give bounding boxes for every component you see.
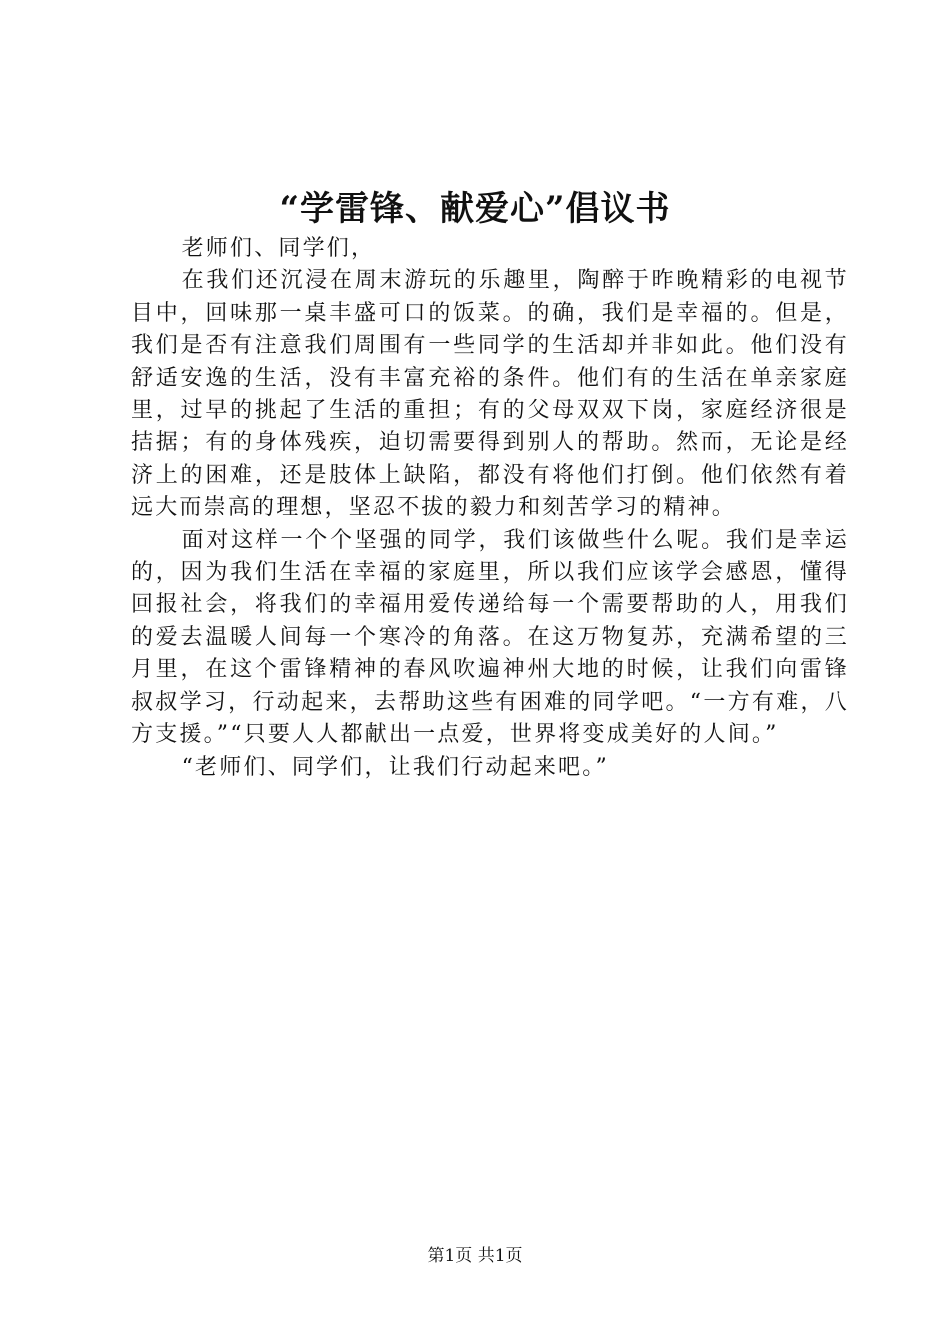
body-paragraph-2: 面对这样一个个坚强的同学，我们该做些什么呢。我们是幸运的，因为我们生活在幸福的家庭里，所以我们应该学会感恩，懂得回报社会，将我们的幸福用爱传递给每一个需要帮助的人，用我们的爱去温暖人间每一个寒冷的角落。在这万物复苏，充满希望的三月里，在这个雷锋精神的春风吹遍神州大地的时候，让我们向雷锋叔叔学习，行动起来，去帮助这些有困难的同学吧。“一方有难，八方支援。”“只要人人都献出一点爱，世界将变成美好的人间。” <box>131 527 849 748</box>
page-footer: 第1页 共1页 <box>427 1246 523 1266</box>
salutation-paragraph: 老师们、同学们， <box>181 236 376 261</box>
document-body <box>131 233 849 784</box>
body-paragraph-1: 在我们还沉浸在周末游玩的乐趣里，陶醉于昨晚精彩的电视节目中，回味那一桌丰盛可口的饭菜。的确，我们是幸福的。但是，我们是否有注意我们周围有一些同学的生活却并非如此。他们没有舒适安逸的生活，没有丰富充裕的条件。他们有的生活在单亲家庭里，过早的挑起了生活的重担；有的父母双双下岗，家庭经济很是拮据；有的身体残疾，迫切需要得到别人的帮助。然而，无论是经济上的困难，还是肢体上缺陷，都没有将他们打倒。他们依然有着远大而崇高的理想，坚忍不拔的毅力和刻苦学习的精神。 <box>131 268 849 521</box>
document-title: “学雷锋、献爱心”倡议书 <box>279 189 671 229</box>
closing-paragraph: “老师们、同学们，让我们行动起来吧。” <box>181 754 609 780</box>
